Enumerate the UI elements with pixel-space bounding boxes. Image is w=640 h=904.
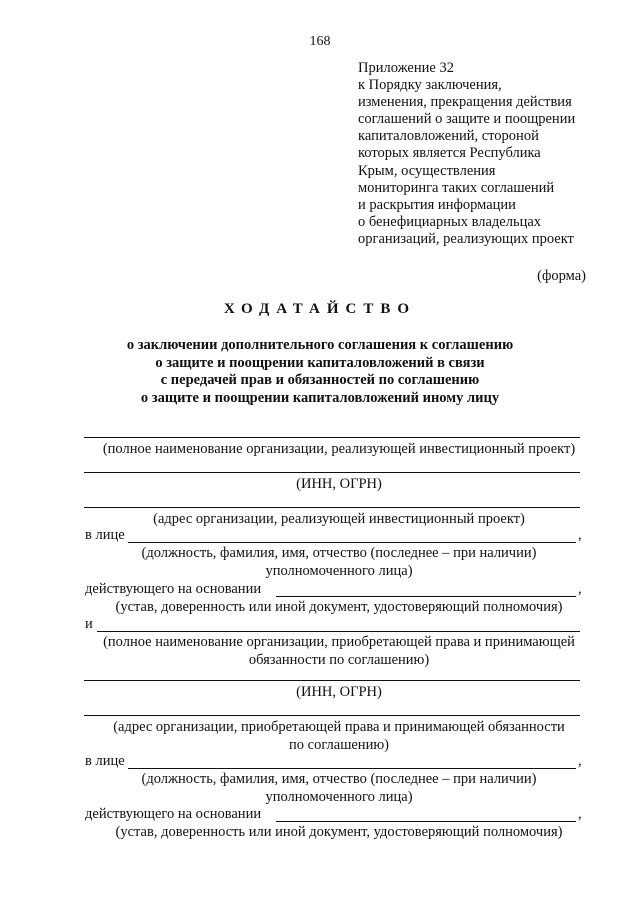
appendix-line: капиталовложений, стороной bbox=[358, 128, 539, 145]
org2-name-caption: (полное наименование организации, приобретающей права и принимающей bbox=[103, 634, 575, 650]
org2-name-caption-cont: обязанности по соглашению) bbox=[248, 652, 430, 668]
person1-caption-cont: уполномоченного лица) bbox=[265, 563, 413, 579]
appendix-line: о бенефициарных владельцах bbox=[358, 213, 542, 230]
document-subtitle bbox=[0, 337, 640, 407]
appendix-line: которых является Республика bbox=[358, 145, 541, 162]
appendix-line: организаций, реализующих проект bbox=[358, 230, 574, 247]
person2-caption: (должность, фамилия, имя, отчество (последнее – при наличии) bbox=[141, 771, 537, 787]
org1-name-line[interactable] bbox=[84, 437, 580, 438]
acting-basis-label: действующего на основании bbox=[85, 581, 262, 597]
org1-inn-caption: (ИНН, ОГРН) bbox=[296, 476, 382, 492]
page-number: 168 bbox=[309, 34, 331, 49]
person1-caption: (должность, фамилия, имя, отчество (последнее – при наличии) bbox=[141, 545, 537, 561]
org1-name-caption: (полное наименование организации, реализующей инвестиционный проект) bbox=[102, 441, 576, 457]
acting-basis-label-2: действующего на основании bbox=[85, 806, 262, 822]
basis1-caption: (устав, доверенность или иной документ, удостоверяющий полномочия) bbox=[115, 599, 563, 615]
appendix-line: изменения, прекращения действия bbox=[358, 94, 572, 111]
basis1-line[interactable] bbox=[276, 596, 576, 597]
org2-inn-caption: (ИНН, ОГРН) bbox=[296, 684, 382, 700]
basis2-caption: (устав, доверенность или иной документ, удостоверяющий полномочия) bbox=[115, 824, 563, 840]
appendix-line: к Порядку заключения, bbox=[358, 77, 502, 94]
form-label: (форма) bbox=[537, 268, 586, 284]
document-title: ХОДАТАЙСТВО bbox=[223, 301, 417, 317]
represented-by-label: в лице bbox=[85, 527, 125, 543]
comma: , bbox=[578, 527, 582, 543]
represented-by-label-2: в лице bbox=[85, 753, 125, 769]
appendix-line: мониторинга таких соглашений bbox=[358, 179, 555, 196]
person2-line[interactable] bbox=[128, 768, 576, 769]
and-label: и bbox=[85, 616, 93, 632]
appendix-line: Крым, осуществления bbox=[358, 162, 496, 179]
org2-address-caption-cont: по соглашению) bbox=[289, 737, 389, 753]
appendix-line: соглашений о защите и поощрении bbox=[358, 111, 576, 128]
subtitle-line: о защите и поощрении капиталовложений иному лицу bbox=[140, 389, 500, 406]
org2-address-caption: (адрес организации, приобретающей права и принимающей обязанности bbox=[113, 719, 565, 735]
basis2-line[interactable] bbox=[276, 821, 576, 822]
subtitle-line: с передачей прав и обязанностей по соглашению bbox=[160, 372, 480, 388]
comma: , bbox=[578, 581, 582, 597]
org1-address-line[interactable] bbox=[84, 507, 580, 508]
appendix-line: Приложение 32 bbox=[358, 60, 454, 76]
org2-inn-line[interactable] bbox=[84, 680, 580, 681]
comma: , bbox=[578, 753, 582, 769]
appendix-line: и раскрытия информации bbox=[358, 196, 516, 213]
person1-line[interactable] bbox=[128, 542, 576, 543]
comma: , bbox=[578, 806, 582, 822]
org2-name-line[interactable] bbox=[97, 631, 580, 632]
person2-caption-cont: уполномоченного лица) bbox=[265, 789, 413, 805]
org1-inn-line[interactable] bbox=[84, 472, 580, 473]
subtitle-line: о заключении дополнительного соглашения к соглашению bbox=[126, 337, 514, 353]
subtitle-line: о защите и поощрении капиталовложений в связи bbox=[155, 354, 485, 371]
appendix-note bbox=[358, 60, 575, 248]
org1-address-caption: (адрес организации, реализующей инвестиционный проект) bbox=[153, 511, 525, 527]
org2-address-line[interactable] bbox=[84, 715, 580, 716]
